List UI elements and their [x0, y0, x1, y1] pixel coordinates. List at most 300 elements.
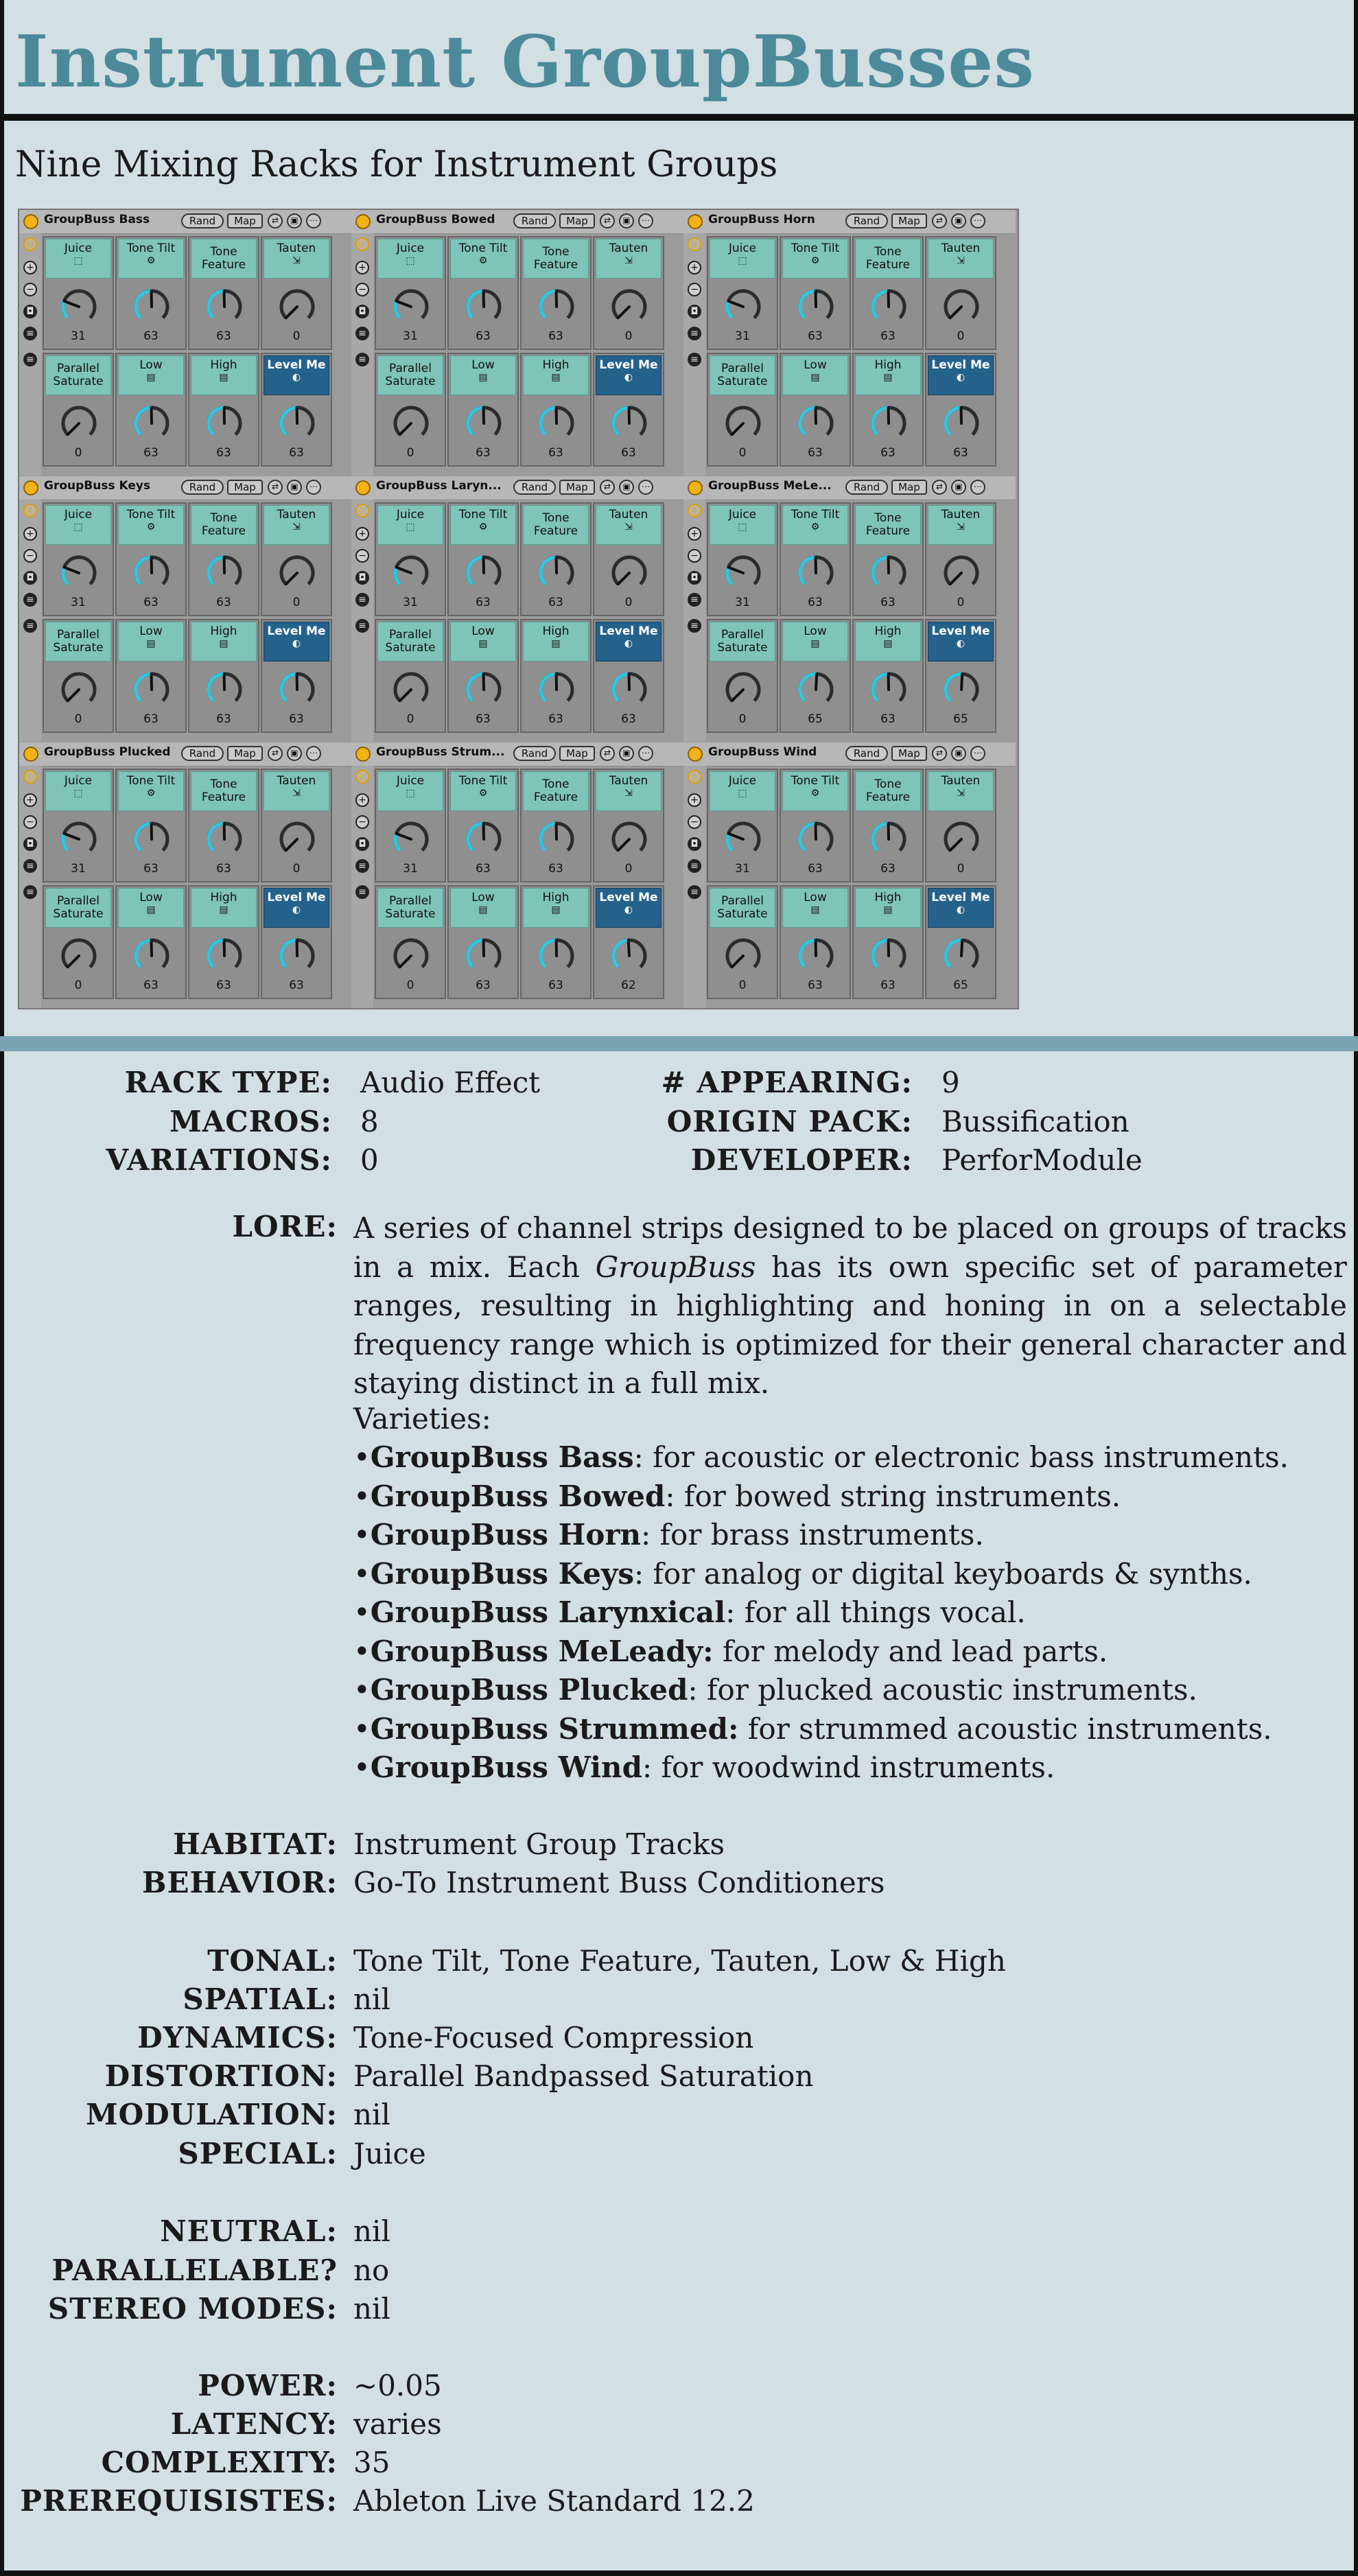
macro-value: 63: [216, 862, 231, 876]
macro-knob[interactable]: [277, 670, 317, 710]
map-button[interactable]: Map: [891, 213, 927, 229]
map-button[interactable]: Map: [559, 213, 595, 229]
variation-icon[interactable]: ⇄: [932, 746, 947, 761]
macro-icon: ◐: [956, 638, 965, 649]
camera-icon[interactable]: ◘: [355, 571, 369, 585]
collapse-icon[interactable]: ≡: [23, 593, 37, 607]
rand-button[interactable]: Rand: [513, 746, 556, 761]
rack-7: [19, 742, 351, 1008]
macro-knob[interactable]: [796, 670, 836, 710]
camera-icon[interactable]: ◘: [355, 305, 369, 318]
collapse-icon[interactable]: ≡: [688, 859, 701, 873]
variation-icon[interactable]: ⇄: [600, 480, 615, 495]
camera-icon[interactable]: ◘: [688, 305, 701, 318]
list-icon[interactable]: ≡: [355, 619, 369, 633]
macro-label-text: Parallel Saturate: [717, 362, 768, 388]
macro-knob[interactable]: [537, 936, 576, 976]
macro-knob[interactable]: [204, 403, 244, 443]
hot-swap-icon[interactable]: ◎: [355, 504, 369, 517]
macro-label: [450, 622, 516, 661]
macro-knob[interactable]: [464, 553, 504, 593]
rack-power-toggle[interactable]: [688, 480, 703, 495]
macro-knob[interactable]: [204, 553, 244, 593]
macro-knob[interactable]: [869, 670, 909, 710]
macro-knob[interactable]: [941, 670, 981, 710]
list-icon[interactable]: ≡: [23, 885, 37, 899]
knob-needle: [729, 301, 743, 307]
variation-icon[interactable]: ⇄: [268, 213, 283, 229]
macro-value: 63: [548, 712, 563, 726]
macro-knob[interactable]: [132, 670, 172, 710]
knob-track: [395, 823, 427, 850]
variation-icon[interactable]: ⇄: [600, 746, 615, 761]
collapse-icon[interactable]: ≡: [355, 593, 369, 607]
hot-swap-icon[interactable]: ◎: [688, 237, 701, 251]
macro-label-text: High: [542, 358, 570, 372]
hot-swap-icon[interactable]: ◎: [355, 237, 369, 251]
collapse-icon[interactable]: ≡: [23, 327, 37, 340]
tonal-value: Tone Tilt, Tone Feature, Tauten, Low & High: [353, 1944, 1006, 1978]
rack-power-toggle[interactable]: [355, 480, 371, 495]
remove-icon[interactable]: −: [688, 815, 701, 829]
macro-label-text: Tauten: [609, 508, 648, 522]
macro-knob[interactable]: [464, 403, 504, 443]
power-label: POWER:: [198, 2369, 338, 2402]
macro-juice: [375, 769, 446, 882]
macro-knob[interactable]: [59, 553, 99, 593]
macro-label-text: High: [874, 624, 902, 638]
save-icon[interactable]: ▣: [619, 213, 634, 229]
macro-knob[interactable]: [59, 936, 99, 976]
macro-label: [710, 888, 775, 928]
macro-knob[interactable]: [796, 287, 836, 327]
macro-knob[interactable]: [723, 553, 763, 593]
macro-label-text: Parallel Saturate: [717, 628, 768, 655]
variation-icon[interactable]: ⇄: [932, 480, 947, 495]
map-button[interactable]: Map: [227, 213, 263, 229]
camera-icon[interactable]: ◘: [23, 571, 37, 585]
macro-label: [710, 505, 775, 545]
save-icon[interactable]: ▣: [287, 746, 302, 761]
rack-header: [19, 742, 351, 766]
macro-knob[interactable]: [941, 403, 981, 443]
macro-knob[interactable]: [391, 819, 431, 859]
macro-knob[interactable]: [277, 403, 317, 443]
macro-knob[interactable]: [204, 936, 244, 976]
variation-icon[interactable]: ⇄: [932, 213, 947, 229]
more-icon[interactable]: ⋯: [638, 213, 653, 229]
macro-value: 0: [406, 979, 414, 992]
prerequisistes-value: Ableton Live Standard 12.2: [353, 2484, 755, 2518]
macro-label-text: Juice: [396, 242, 425, 255]
more-icon[interactable]: ⋯: [970, 746, 985, 761]
macro-knob[interactable]: [796, 403, 836, 443]
macro-value: 63: [621, 446, 636, 460]
modulation-value: nil: [353, 2098, 390, 2131]
macro-knob[interactable]: [391, 936, 431, 976]
collapse-icon[interactable]: ≡: [688, 593, 701, 607]
list-icon[interactable]: ≡: [688, 353, 701, 366]
macro-knob[interactable]: [59, 819, 99, 859]
macro-value: 63: [143, 446, 159, 460]
collapse-icon[interactable]: ≡: [688, 327, 701, 340]
macro-knob[interactable]: [941, 553, 981, 593]
rand-button[interactable]: Rand: [845, 746, 888, 761]
macro-parallel-saturate: [707, 353, 778, 467]
macro-low: [780, 885, 851, 999]
macro-knob[interactable]: [941, 287, 981, 327]
complexity-value: 35: [353, 2446, 390, 2479]
macro-knob[interactable]: [391, 287, 431, 327]
map-button[interactable]: Map: [227, 480, 263, 495]
macro-knob[interactable]: [464, 670, 504, 710]
camera-icon[interactable]: ◘: [23, 305, 37, 318]
knob-needle: [68, 690, 79, 701]
add-icon[interactable]: +: [688, 261, 701, 274]
macro-label: [450, 771, 516, 811]
map-button[interactable]: Map: [891, 746, 927, 761]
remove-icon[interactable]: −: [688, 283, 701, 296]
macro-knob[interactable]: [277, 819, 317, 859]
macro-knob[interactable]: [204, 287, 244, 327]
macro-value: 62: [621, 979, 636, 992]
macro-tauten: [925, 502, 996, 616]
macro-knob[interactable]: [132, 553, 172, 593]
macro-knob[interactable]: [464, 287, 504, 327]
more-icon[interactable]: ⋯: [306, 213, 321, 229]
hot-swap-icon[interactable]: ◎: [355, 770, 369, 784]
macro-label-text: Juice: [64, 774, 93, 788]
macro-knob[interactable]: [537, 553, 576, 593]
rand-button[interactable]: Rand: [181, 746, 224, 761]
macro-label-text: Low: [804, 358, 827, 372]
save-icon[interactable]: ▣: [951, 213, 966, 229]
add-icon[interactable]: +: [23, 793, 37, 807]
list-icon[interactable]: ≡: [355, 353, 369, 366]
macro-knob[interactable]: [796, 936, 836, 976]
macro-value: 31: [735, 596, 750, 609]
knob-value-arc: [209, 823, 224, 850]
add-icon[interactable]: +: [355, 793, 369, 807]
macro-value: 0: [957, 862, 965, 876]
power-value: ~0.05: [353, 2369, 442, 2402]
section-divider: [0, 1036, 1358, 1051]
macro-tone-feature: [188, 502, 259, 616]
macro-knob[interactable]: [132, 287, 172, 327]
macro-knob[interactable]: [204, 819, 244, 859]
rand-button[interactable]: Rand: [845, 213, 888, 229]
macro-knob[interactable]: [941, 936, 981, 976]
more-icon[interactable]: ⋯: [970, 213, 985, 229]
add-icon[interactable]: +: [688, 527, 701, 541]
macro-juice: [43, 769, 114, 882]
map-button[interactable]: Map: [559, 480, 595, 495]
collapse-icon[interactable]: ≡: [23, 859, 37, 873]
macro-icon: ▤: [810, 638, 820, 649]
variation-icon[interactable]: ⇄: [600, 213, 615, 229]
macro-knob[interactable]: [391, 553, 431, 593]
rand-button[interactable]: Rand: [181, 213, 224, 229]
rand-button[interactable]: Rand: [181, 480, 224, 495]
knob-needle: [65, 567, 79, 573]
varieties-heading: Varieties:: [353, 1402, 491, 1436]
macro-value: 63: [808, 862, 823, 876]
knob-needle: [732, 956, 743, 967]
macro-value: 63: [548, 446, 563, 460]
list-icon[interactable]: ≡: [355, 885, 369, 899]
macro-knob[interactable]: [941, 819, 981, 859]
macro-knob[interactable]: [723, 936, 763, 976]
camera-icon[interactable]: ◘: [23, 837, 37, 851]
macro-knob[interactable]: [869, 819, 909, 859]
knob-value-arc: [800, 823, 816, 850]
variety-item: •GroupBuss Horn: for brass instruments.: [353, 1518, 984, 1552]
macro-parallel-saturate: [707, 885, 778, 999]
knob-track: [613, 291, 645, 318]
knob-track: [727, 674, 759, 701]
macro-knob[interactable]: [723, 287, 763, 327]
camera-icon[interactable]: ◘: [688, 837, 701, 851]
rack-name: GroupBuss Strum...: [376, 745, 505, 759]
macro-value: 63: [808, 329, 823, 343]
rack-power-toggle[interactable]: [688, 747, 703, 762]
macro-knob[interactable]: [537, 287, 576, 327]
hot-swap-icon[interactable]: ◎: [23, 504, 37, 517]
camera-icon[interactable]: ◘: [355, 837, 369, 851]
macro-knob[interactable]: [391, 403, 431, 443]
macro-knob[interactable]: [609, 670, 649, 710]
rack-name: GroupBuss Bass: [44, 213, 150, 226]
rack-name: GroupBuss Laryn...: [376, 479, 502, 493]
macro-label-text: Tauten: [941, 508, 981, 522]
macro-knob[interactable]: [391, 670, 431, 710]
remove-icon[interactable]: −: [23, 549, 37, 563]
macro-knob[interactable]: [869, 287, 909, 327]
macro-knob[interactable]: [277, 553, 317, 593]
knob-track: [63, 408, 95, 434]
macro-knob[interactable]: [537, 819, 576, 859]
macro-tone-feature: [188, 236, 259, 350]
macro-label-text: High: [210, 358, 237, 372]
knob-value-arc: [873, 823, 889, 850]
rack-sidebar: [19, 500, 41, 742]
add-icon[interactable]: +: [23, 527, 37, 541]
macro-label-text: High: [874, 358, 902, 372]
remove-icon[interactable]: −: [355, 283, 369, 296]
rack-power-toggle[interactable]: [688, 214, 703, 229]
stereo-modes-value: nil: [353, 2292, 390, 2326]
list-icon[interactable]: ≡: [23, 619, 37, 633]
macro-parallel-saturate: [43, 885, 114, 999]
remove-icon[interactable]: −: [23, 815, 37, 829]
macro-knob[interactable]: [59, 670, 99, 710]
save-icon[interactable]: ▣: [619, 746, 634, 761]
knob-track: [63, 940, 95, 967]
variety-desc: for strummed acoustic instruments.: [738, 1711, 1272, 1746]
macro-high: [520, 619, 592, 733]
macro-icon: ▤: [551, 372, 561, 383]
macro-icon: ▤: [478, 638, 488, 649]
macro-icon: ⇲: [292, 788, 301, 799]
macro-knob[interactable]: [277, 287, 317, 327]
macro-knob[interactable]: [869, 403, 909, 443]
macro-label-text: Juice: [64, 508, 93, 522]
collapse-icon[interactable]: ≡: [355, 327, 369, 340]
rack-header: [351, 210, 683, 234]
macro-knob[interactable]: [464, 819, 504, 859]
macro-knob[interactable]: [537, 403, 576, 443]
hot-swap-icon[interactable]: ◎: [688, 770, 701, 784]
save-icon[interactable]: ▣: [287, 213, 302, 229]
rand-button[interactable]: Rand: [845, 480, 888, 495]
rack-power-toggle[interactable]: [23, 747, 38, 762]
rack-name: GroupBuss MeLe...: [708, 479, 832, 493]
remove-icon[interactable]: −: [688, 549, 701, 563]
macro-value: 31: [403, 596, 418, 609]
macro-knob[interactable]: [723, 819, 763, 859]
knob-value-arc: [800, 291, 816, 318]
variety-item: •GroupBuss Strummed: for strummed acoustic instruments.: [353, 1711, 1272, 1746]
rack-power-toggle[interactable]: [23, 480, 38, 495]
macro-knob[interactable]: [723, 670, 763, 710]
knob-value-arc: [468, 823, 484, 850]
add-icon[interactable]: +: [23, 261, 37, 274]
hot-swap-icon[interactable]: ◎: [23, 770, 37, 784]
map-button[interactable]: Map: [559, 746, 595, 761]
list-icon[interactable]: ≡: [688, 885, 701, 899]
save-icon[interactable]: ▣: [951, 746, 966, 761]
knob-needle: [286, 307, 297, 318]
macro-label-text: Juice: [64, 242, 93, 255]
macro-knob[interactable]: [59, 403, 99, 443]
add-icon[interactable]: +: [355, 527, 369, 541]
variety-desc: for melody and lead parts.: [713, 1634, 1108, 1668]
rack-header: [683, 476, 1016, 500]
macro-juice: [707, 769, 778, 882]
neutral-value: nil: [353, 2214, 390, 2248]
macro-knob[interactable]: [132, 936, 172, 976]
macro-knob[interactable]: [464, 936, 504, 976]
variety-name: GroupBuss Strummed:: [370, 1711, 739, 1746]
rack-power-toggle[interactable]: [355, 747, 371, 762]
knob-needle: [397, 301, 411, 307]
device-racks-screenshot: [18, 209, 1019, 1009]
variety-name: GroupBuss MeLeady:: [370, 1634, 714, 1668]
macro-knob[interactable]: [723, 403, 763, 443]
more-icon[interactable]: ⋯: [306, 480, 321, 495]
knob-value-arc: [136, 291, 152, 318]
list-icon[interactable]: ≡: [23, 353, 37, 366]
macro-knob[interactable]: [277, 936, 317, 976]
macro-knob[interactable]: [132, 819, 172, 859]
remove-icon[interactable]: −: [23, 283, 37, 296]
remove-icon[interactable]: −: [355, 815, 369, 829]
macro-label-text: Tone Feature: [201, 777, 246, 804]
macro-label-text: Juice: [396, 508, 425, 522]
behavior-value: Go-To Instrument Buss Conditioners: [353, 1866, 885, 1899]
macro-knob[interactable]: [609, 819, 649, 859]
macro-knob[interactable]: [609, 936, 649, 976]
map-button[interactable]: Map: [891, 480, 927, 495]
macro-label: [191, 622, 257, 661]
macro-knob[interactable]: [796, 819, 836, 859]
variation-icon[interactable]: ⇄: [268, 746, 283, 761]
more-icon[interactable]: ⋯: [970, 480, 985, 495]
rand-button[interactable]: Rand: [513, 213, 556, 229]
collapse-icon[interactable]: ≡: [355, 859, 369, 873]
macro-label: [264, 622, 329, 661]
add-icon[interactable]: +: [355, 261, 369, 274]
macro-knob[interactable]: [609, 553, 649, 593]
macro-label: [450, 355, 516, 395]
latency-label: LATENCY:: [170, 2407, 338, 2441]
macro-value: 63: [476, 712, 491, 726]
macro-value: 63: [548, 596, 563, 609]
rack-name: GroupBuss Horn: [708, 213, 815, 226]
macro-value: 0: [624, 862, 633, 876]
macro-knob[interactable]: [869, 936, 909, 976]
camera-icon[interactable]: ◘: [688, 571, 701, 585]
save-icon[interactable]: ▣: [951, 480, 966, 495]
macro-label: [596, 622, 662, 661]
macro-label-text: Level Me: [267, 624, 326, 638]
macro-label: [596, 239, 662, 279]
more-icon[interactable]: ⋯: [306, 746, 321, 761]
remove-icon[interactable]: −: [355, 549, 369, 563]
knob-needle: [950, 307, 961, 318]
add-icon[interactable]: +: [688, 793, 701, 807]
macro-knob[interactable]: [869, 553, 909, 593]
knob-value-arc: [209, 940, 224, 967]
variation-icon[interactable]: ⇄: [268, 480, 283, 495]
more-icon[interactable]: ⋯: [638, 746, 653, 761]
macro-knob[interactable]: [132, 403, 172, 443]
macro-knob[interactable]: [796, 553, 836, 593]
knob-track: [727, 940, 759, 967]
macro-label: [855, 505, 921, 545]
knob-value-arc: [541, 823, 557, 850]
hot-swap-icon[interactable]: ◎: [688, 504, 701, 517]
macro-label: [782, 505, 848, 545]
macro-high: [520, 885, 592, 999]
macro-label: [928, 622, 994, 661]
macro-value: 31: [735, 862, 750, 876]
macro-label: [264, 888, 329, 928]
knob-needle: [68, 956, 79, 967]
macro-knob[interactable]: [609, 403, 649, 443]
map-button[interactable]: Map: [227, 746, 263, 761]
macro-label: [855, 888, 921, 928]
hot-swap-icon[interactable]: ◎: [23, 237, 37, 251]
save-icon[interactable]: ▣: [619, 480, 634, 495]
macro-value: 0: [957, 596, 965, 609]
macro-knob[interactable]: [59, 287, 99, 327]
rack-power-toggle[interactable]: [355, 214, 371, 229]
rack-power-toggle[interactable]: [23, 214, 38, 229]
macro-value: 63: [953, 446, 968, 460]
more-icon[interactable]: ⋯: [638, 480, 653, 495]
macro-knob[interactable]: [609, 287, 649, 327]
save-icon[interactable]: ▣: [287, 480, 302, 495]
variety-name: GroupBuss Bowed: [370, 1479, 666, 1513]
macro-knob[interactable]: [537, 670, 576, 710]
knob-value-arc: [281, 940, 297, 967]
list-icon[interactable]: ≡: [688, 619, 701, 633]
macro-low: [115, 885, 187, 999]
macro-icon: ⬚: [406, 522, 415, 532]
rand-button[interactable]: Rand: [513, 480, 556, 495]
macro-knob[interactable]: [204, 670, 244, 710]
